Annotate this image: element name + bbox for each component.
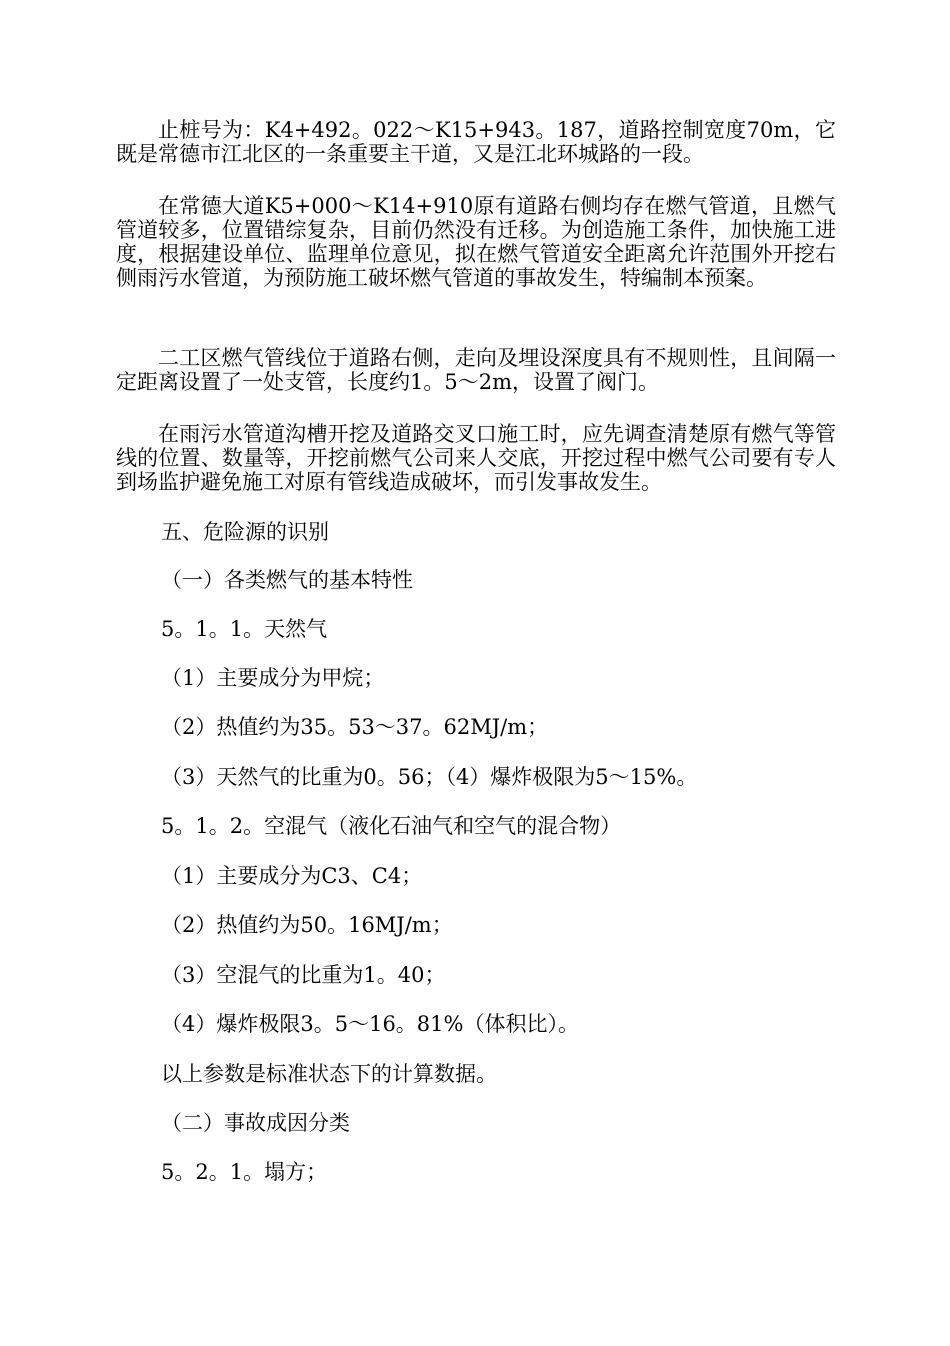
list-item: （1）主要成分为C3、C4； [161, 864, 423, 888]
list-item: （4）爆炸极限3。5～16。81%（体积比）。 [161, 1012, 579, 1036]
list-item: （1）主要成分为甲烷； [161, 666, 385, 690]
subsection-heading-accident-causes: （二）事故成因分类 [161, 1111, 350, 1135]
list-item: （2）热值约为50。16MJ/m； [161, 913, 453, 937]
item-heading-collapse: 5。2。1。塌方； [161, 1160, 328, 1184]
list-item: （3）空混气的比重为1。40； [161, 963, 446, 987]
item-heading-natural-gas: 5。1。1。天然气 [161, 617, 328, 641]
item-heading-mixed-gas: 5。1。2。空混气（液化石油气和空气的混合物） [161, 814, 622, 838]
section-heading-hazard-identification: 五、危险源的识别 [161, 520, 329, 544]
note-standard-conditions: 以上参数是标准状态下的计算数据。 [161, 1062, 497, 1086]
list-item: （2）热值约为35。53～37。62MJ/m； [161, 715, 549, 739]
paragraph-gas-pipeline-status: 在常德大道K5+000～K14+910原有道路右侧均存在燃气管道，且燃气管道较多，位置错综复杂，目前仍然没有迁移。为创造施工条件，加快施工进度，根据建设单位、监理单位意见，拟在燃气管道安全距离允许范围外开挖右侧雨污水管道，为预防施工破坏燃气管道的事故发生，特编制本预案。 [116, 194, 836, 290]
paragraph-excavation-precautions: 在雨污水管道沟槽开挖及道路交叉口施工时，应先调查清楚原有燃气等管线的位置、数量等，开挖前燃气公司来人交底，开挖过程中燃气公司要有专人到场监护避免施工对原有管线造成破坏，而引发事故发生。 [116, 422, 836, 494]
subsection-heading-gas-characteristics: （一）各类燃气的基本特性 [161, 568, 413, 592]
paragraph-work-zone-pipeline: 二工区燃气管线位于道路右侧，走向及埋设深度具有不规则性，且间隔一定距离设置了一处支管，长度约1。5～2m，设置了阀门。 [116, 346, 836, 394]
paragraph-project-intro: 止桩号为：K4+492。022～K15+943。187，道路控制宽度70m，它既是常德市江北区的一条重要主干道，又是江北环城路的一段。 [116, 118, 836, 166]
list-item: （3）天然气的比重为0。56；（4）爆炸极限为5～15%。 [161, 765, 698, 789]
